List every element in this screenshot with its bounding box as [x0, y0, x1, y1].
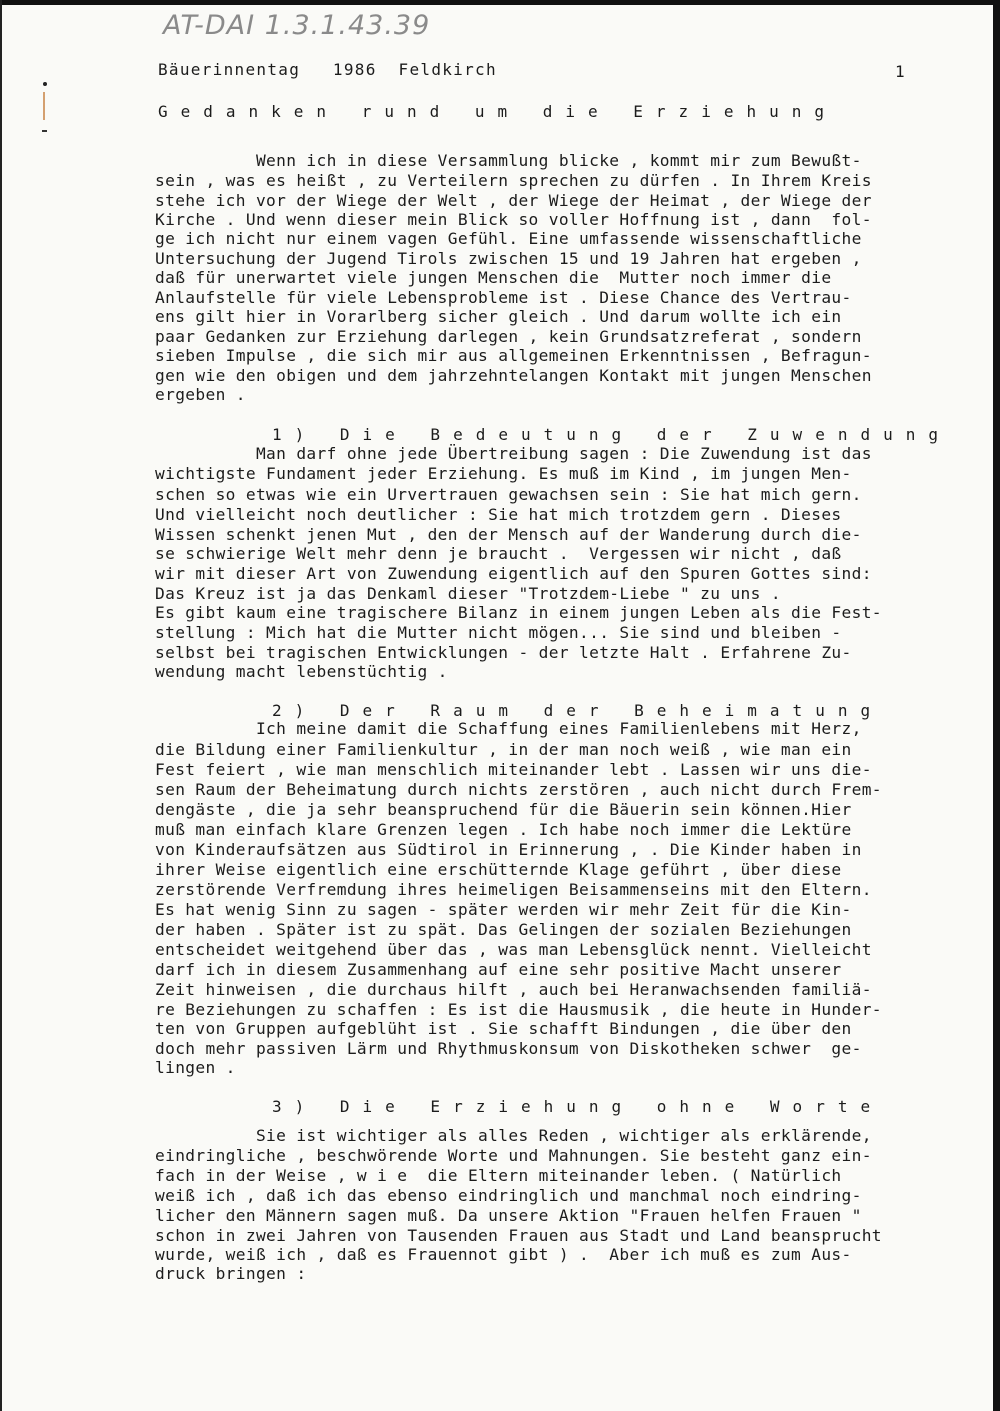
section-heading: 1) Die Bedeutung der Zuwendung: [272, 425, 951, 444]
text-line: muß man einfach klare Grenzen legen . Ich habe noch immer die Lektüre: [155, 820, 852, 839]
text-line: schon in zwei Jahren von Tausenden Frauen aus Stadt und Land beansprucht: [155, 1226, 882, 1245]
text-line: selbst bei tragischen Entwicklungen - der letzte Halt . Erfahrene Zu-: [155, 643, 852, 662]
margin-mark: [42, 130, 47, 132]
text-line: se schwierige Welt mehr denn je braucht . Vergessen wir nicht , daß: [155, 544, 842, 563]
text-line: ten von Gruppen aufgeblüht ist . Sie schafft Bindungen , die über den: [155, 1019, 852, 1038]
text-line: gen wie den obigen und dem jahrzehntelangen Kontakt mit jungen Menschen: [155, 366, 872, 385]
text-line: dengäste , die ja sehr beanspruchend für die Bäuerin sein können.Hier: [155, 800, 852, 819]
text-line: Fest feiert , wie man menschlich miteinander lebt . Lassen wir uns die-: [155, 760, 872, 779]
text-line: ens gilt hier in Vorarlberg sicher gleich . Und darum wollte ich ein: [155, 307, 842, 326]
text-line: der haben . Später ist zu spät. Das Gelingen der sozialen Beziehungen: [155, 920, 852, 939]
page-number: 1: [895, 62, 905, 81]
margin-mark: [43, 82, 47, 86]
text-line: schen so etwas wie ein Urvertrauen gewachsen sein : Sie hat mich gern.: [155, 485, 862, 504]
document-header: Bäuerinnentag 1986 Feldkirch: [158, 60, 497, 79]
text-line: von Kinderaufsätzen aus Südtirol in Erinnerung , . Die Kinder haben in: [155, 840, 862, 859]
text-line: stehe ich vor der Wiege der Welt , der Wiege der Heimat , der Wiege der: [155, 191, 872, 210]
text-line: Ich meine damit die Schaffung eines Familienlebens mit Herz,: [155, 719, 862, 738]
text-line: Untersuchung der Jugend Tirols zwischen 15 und 19 Jahren hat ergeben ,: [155, 249, 862, 268]
text-line: Man darf ohne jede Übertreibung sagen : Die Zuwendung ist das: [155, 444, 872, 463]
text-line: Sie ist wichtiger als alles Reden , wichtiger als erklärende,: [155, 1126, 872, 1145]
text-line: die Bildung einer Familienkultur , in der man noch weiß , wie man ein: [155, 740, 852, 759]
text-line: wurde, weiß ich , daß es Frauennot gibt ) . Aber ich muß es zum Aus-: [155, 1245, 852, 1264]
scan-border-top: [0, 0, 1000, 5]
text-line: Das Kreuz ist ja das Denkaml dieser "Trotzdem-Liebe " zu uns .: [155, 584, 781, 603]
section-heading: 2) Der Raum der Beheimatung: [272, 701, 884, 720]
text-line: Es gibt kaum eine tragischere Bilanz in einem jungen Leben als die Fest-: [155, 603, 882, 622]
text-line: doch mehr passiven Lärm und Rhythmuskonsum von Diskotheken schwer ge-: [155, 1039, 862, 1058]
text-line: paar Gedanken zur Erziehung darlegen , kein Grundsatzreferat , sondern: [155, 327, 862, 346]
text-line: daß für unerwartet viele jungen Menschen die Mutter noch immer die: [155, 268, 832, 287]
text-line: Und vielleicht noch deutlicher : Sie hat mich trotzdem gern . Dieses: [155, 505, 842, 524]
text-line: Es hat wenig Sinn zu sagen - später werden wir mehr Zeit für die Kin-: [155, 900, 852, 919]
text-line: ihrer Weise eigentlich eine erschütternde Klage geführt , über diese: [155, 860, 842, 879]
text-line: licher den Männern sagen muß. Da unsere Aktion "Frauen helfen Frauen ": [155, 1206, 862, 1225]
archive-id-stamp: AT-DAI 1.3.1.43.39: [163, 10, 431, 41]
text-line: druck bringen :: [155, 1264, 307, 1283]
text-line: sein , was es heißt , zu Verteilern sprechen zu dürfen . In Ihrem Kreis: [155, 171, 872, 190]
text-line: wendung macht lebenstüchtig .: [155, 662, 448, 681]
text-line: darf ich in diesem Zusammenhang auf eine sehr positive Macht unserer: [155, 960, 842, 979]
section-heading: 3) Die Erziehung ohne Worte: [272, 1097, 884, 1116]
text-line: re Beziehungen zu schaffen : Es ist die Hausmusik , die heute in Hunder-: [155, 1000, 882, 1019]
text-line: entscheidet weitgehend über das , was man Lebensglück nennt. Vielleicht: [155, 940, 872, 959]
text-line: sen Raum der Beheimatung durch nichts zerstören , auch nicht durch Frem-: [155, 780, 882, 799]
text-line: zerstörende Verfremdung ihres heimeligen Beisammenseins mit den Eltern.: [155, 880, 872, 899]
scan-border-left: [0, 0, 2, 1411]
text-line: eindringliche , beschwörende Worte und Mahnungen. Sie besteht ganz ein-: [155, 1146, 872, 1165]
scan-border-right: [993, 0, 1000, 1411]
text-line: ergeben .: [155, 385, 246, 404]
text-line: Anlaufstelle für viele Lebensprobleme ist . Diese Chance des Vertrau-: [155, 288, 852, 307]
text-line: Wissen schenkt jenen Mut , den der Mensch auf der Wanderung durch die-: [155, 525, 862, 544]
document-title: Gedanken rund um die Erziehung: [158, 102, 837, 121]
text-line: fach in der Weise , w i e die Eltern miteinander leben. ( Natürlich: [155, 1166, 842, 1185]
text-line: wir mit dieser Art von Zuwendung eigentlich auf den Spuren Gottes sind:: [155, 564, 872, 583]
text-line: Kirche . Und wenn dieser mein Blick so voller Hoffnung ist , dann fol-: [155, 210, 872, 229]
text-line: Wenn ich in diese Versammlung blicke , kommt mir zum Bewußt-: [155, 151, 862, 170]
margin-mark: [43, 92, 45, 120]
text-line: Zeit hinweisen , die durchaus hilft , auch bei Heranwachsenden familiä-: [155, 980, 872, 999]
text-line: wichtigste Fundament jeder Erziehung. Es muß im Kind , im jungen Men-: [155, 464, 852, 483]
text-line: stellung : Mich hat die Mutter nicht mögen... Sie sind und bleiben -: [155, 623, 842, 642]
text-line: sieben Impulse , die sich mir aus allgemeinen Erkenntnissen , Befragun-: [155, 346, 872, 365]
text-line: lingen .: [155, 1058, 236, 1077]
text-line: weiß ich , daß ich das ebenso eindringlich und manchmal noch eindring-: [155, 1186, 862, 1205]
text-line: ge ich nicht nur einem vagen Gefühl. Eine umfassende wissenschaftliche: [155, 229, 862, 248]
